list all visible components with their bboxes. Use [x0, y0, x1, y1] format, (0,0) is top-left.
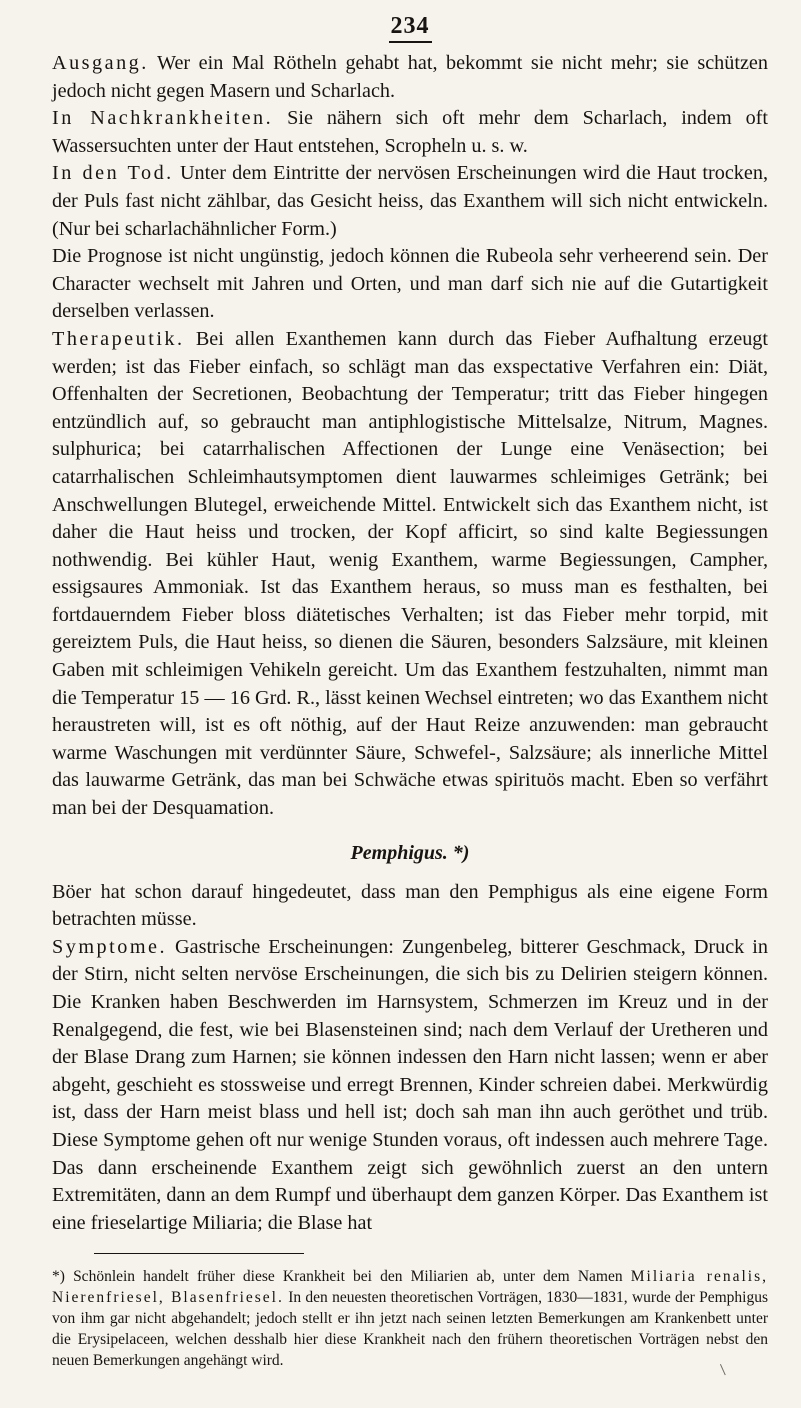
paragraph-prognose: [52, 243, 768, 326]
paragraph-nachkrankheiten: [52, 105, 768, 160]
paragraph-text: Böer hat schon darauf hingedeutet, dass man den Pemphigus als eine eigene Form betrachten müsse.: [52, 880, 768, 931]
footnote: [52, 1266, 768, 1371]
footnote-paragraph: [52, 1266, 768, 1371]
paragraph-text: Wer ein Mal Rötheln gehabt hat, bekommt sie nicht mehr; sie schützen jedoch nicht gegen Masern und Scharlach.: [52, 52, 768, 102]
section-title-pemphigus: Pemphigus. *): [350, 841, 470, 864]
paragraph-tod: [52, 160, 768, 243]
book-page: [52, 14, 768, 1371]
paragraph-label: Ausgang.: [52, 52, 149, 74]
paragraph-text: Sie nähern sich oft mehr dem Scharlach, indem oft Wassersuchten unter der Haut entstehen, Scropheln u. s. w.: [52, 107, 769, 157]
paragraph-symptome: [52, 934, 768, 1238]
footnote-text-after: In den neuesten theoretischen Vorträgen, 1830—1831, wurde der Pemphigus von ihm gar nicht abgehandelt; jedoch stellt er ihn jetzt nach seinen letzten Bemerkungen am Krankenbett unter die Erysipelaceen, welchen desshalb hier diese Krankheit nach den frühern theoretischen Vorträgen nebst den neuen Bemerkungen angehängt wird.: [52, 1289, 769, 1370]
footnote-marker: *): [52, 1268, 65, 1286]
paragraph-text: Unter dem Eintritte der nervösen Erscheinungen wird die Haut trocken, der Puls fast nicht zählbar, das Gesicht heiss, das Exanthem will sich nicht entwickeln. (Nur bei scharlachähnlicher Form.): [52, 162, 768, 240]
paragraph-label: In Nachkrankheiten.: [52, 107, 274, 130]
paragraph-label: In den Tod.: [52, 162, 174, 185]
paragraph-text: Die Prognose ist nicht ungünstig, jedoch können die Rubeola sehr verheerend sein. Der Character wechselt mit Jahren und Orten, und man darf sich nie auf die Gutartigkeit derselben verlassen.: [52, 245, 768, 323]
paragraph-text: Gastrische Erscheinungen: Zungenbeleg, bitterer Geschmack, Druck in der Stirn, nicht selten nervöse Erscheinungen, die sich bis zu Delirien steigern können. Die Kranken haben Beschwerden im Harnsystem, Schmerzen im Kreuz und in der Renalgegend, die fest, wie bei Blasensteinen sind; nach dem Verlauf der Uretheren und der Blase Drang zum Harnen; sie können indessen den Harn nicht lassen; wenn er aber abgeht, geschieht es stossweise und erregt Brennen, Kinder schreien dabei. Merkwürdig ist, dass der Harn meist blass und hell ist; doch sah man ihn auch geröthet und trüb. Diese Symptome gehen oft nur wenige Stunden voraus, oft indessen auch mehrere Tage. Das dann erscheinende Exanthem zeigt sich gewöhnlich zuerst an den untern Extremitäten, dann an dem Rumpf und überhaupt dem ganzen Körper. Das Exanthem ist eine frieselartige Miliaria; die Blase hat: [52, 935, 768, 1234]
footnote-text-before: Schönlein handelt früher diese Krankheit bei den Miliarien ab, unter dem Namen: [73, 1268, 623, 1286]
paragraph-label: Symptome.: [52, 935, 168, 958]
main-text: [52, 50, 768, 1237]
paragraph-text: Bei allen Exanthemen kann durch das Fieber Aufhaltung erzeugt werden; ist das Fieber einfach, so schlägt man das exspectative Verfahren ein: Diät, Offenhalten der Secretionen, Beobachtung der Temperatur; tritt das Fieber hingegen entzündlich auf, so gebraucht man antiphlogistische Mittelsalze, Nitrum, Magnes. sulphurica; bei catarrhalischen Affectionen der Lunge eine Venäsection; bei catarrhalischen Schleimhautsymptomen dient lauwarmes schleimiges Getränk; bei Anschwellungen Blutegel, erweichende Mittel. Entwickelt sich das Exanthem nicht, ist daher die Haut heiss und trocken, der Kopf afficirt, so sind kalte Begiessungen nothwendig. Bei kühler Haut, wenig Exanthem, warme Begiessungen, Campher, essigsaures Ammoniak. Ist das Exanthem heraus, so muss man es festhalten, bei fortdauerndem Fieber bloss diätetisches Verhalten; ist das Fieber mehr torpid, mit gereiztem Puls, die Haut heiss, so dienen die Säuren, besonders Salzsäure, mit kleinen Gaben mit schleimigen Vehikeln gereicht. Um das Exanthem festzuhalten, nimmt man die Temperatur 15 — 16 Grd. R., lässt keinen Wechsel eintreten; wo das Exanthem nicht heraustreten will, ist es oft nöthig, auf der Haut Reize anzuwenden: man gebraucht warme Waschungen mit verdünnter Säure, Schwefel-, Salzsäure; als innerliche Mittel das lauwarme Getränk, das man bei Schwäche etwas spirituös macht. Eben so verfährt man bei der Desquamation.: [52, 327, 768, 820]
paragraph-label: Therapeutik.: [52, 327, 185, 350]
paragraph-therapeutik: [52, 326, 768, 823]
paragraph-ausgang: [52, 50, 768, 105]
page-number: 234: [52, 14, 768, 38]
paragraph-boer: [52, 879, 768, 934]
footnote-spaced-names: Miliaria renalis, Nierenfriesel, Blasenfriesel.: [52, 1268, 769, 1307]
footnote-divider: [94, 1253, 304, 1254]
